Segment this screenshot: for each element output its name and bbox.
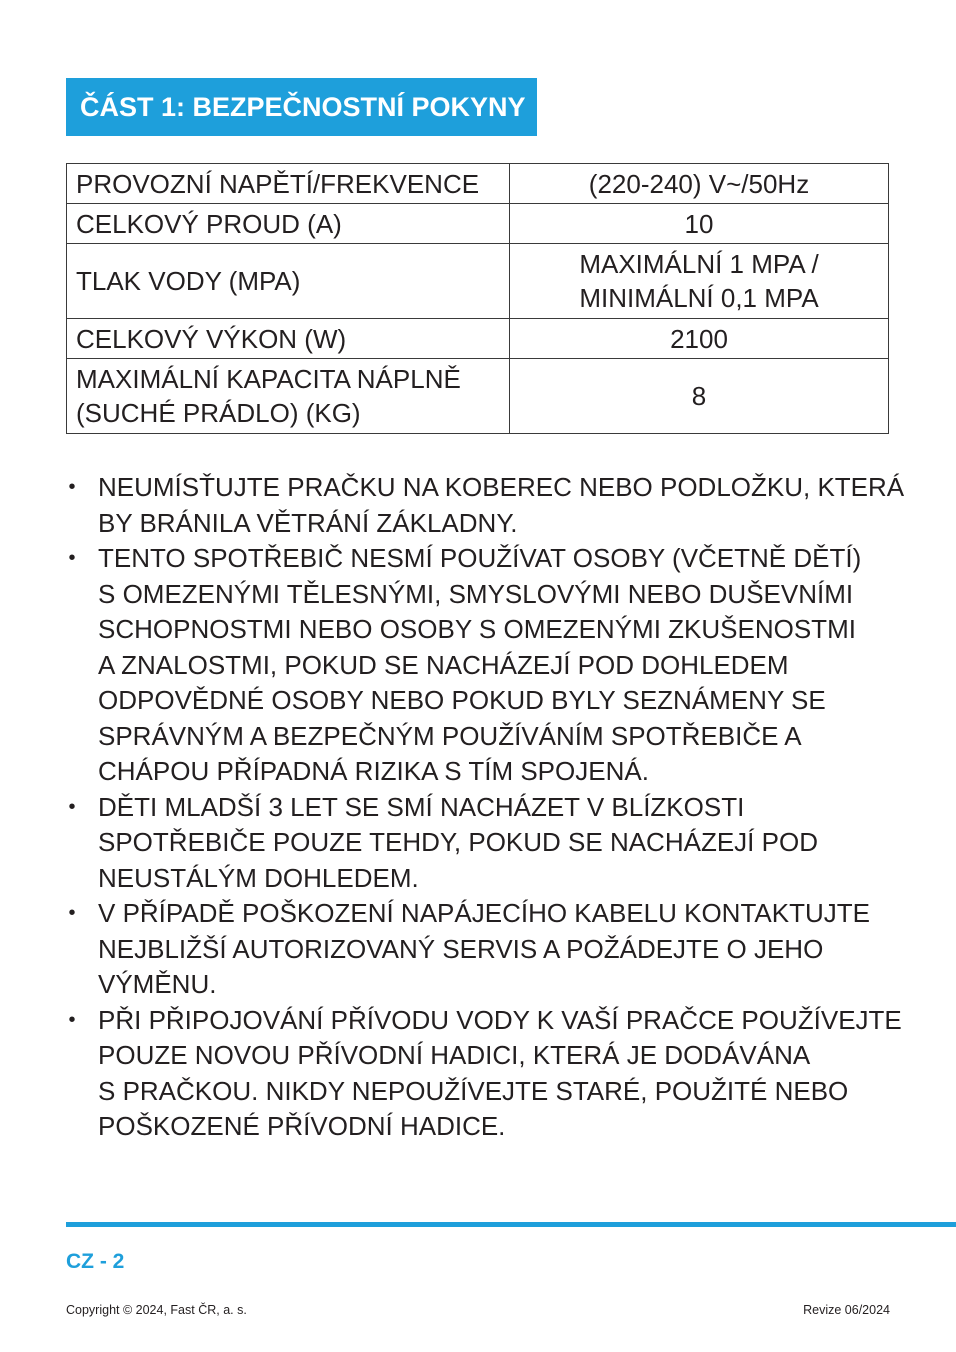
spec-label: CELKOVÝ PROUD (A) [67,204,510,244]
list-item-text: TENTO SPOTŘEBIČ NESMÍ POUŽÍVAT OSOBY (VČETNĚ DĚTÍ) S OMEZENÝMI TĚLESNÝMI, SMYSLOVÝMI NEBO DUŠEVNÍMI SCHOPNOSTMI NEBO OSOBY S OMEZENÝMI ZKUŠENOSTMI A ZNALOSTMI, POKUD SE NACHÁZEJÍ POD DOHLEDEM ODPOVĚDNÉ OSOBY NEBO POKUD BYLY SEZNÁMENY SE SPRÁVNÝM A BEZPEČNÝM POUŽÍVÁNÍM SPOTŘEBIČE A CHÁPOU PŘÍPADNÁ RIZIKA S TÍM SPOJENÁ. [98,543,862,786]
table-row [67,359,889,434]
list-item [66,541,906,790]
list-item [66,470,906,541]
spec-label: TLAK VODY (MPA) [67,244,510,319]
list-item [66,896,906,1003]
footer-divider [66,1222,956,1227]
list-item-text: NEUMÍSŤUJTE PRAČKU NA KOBEREC NEBO PODLOŽKU, KTERÁ BY BRÁNILA VĚTRÁNÍ ZÁKLADNY. [98,472,905,538]
spec-label: PROVOZNÍ NAPĚTÍ/FREKVENCE [67,164,510,204]
bullet-icon: • [68,902,76,924]
revision-text: Revize 06/2024 [803,1303,890,1317]
spec-label: MAXIMÁLNÍ KAPACITA NÁPLNĚ (SUCHÉ PRÁDLO) (KG) [67,359,510,434]
spec-value: 10 [510,204,889,244]
spec-value: MAXIMÁLNÍ 1 MPA / MINIMÁLNÍ 0,1 MPA [510,244,889,319]
table-row [67,204,889,244]
safety-instructions-list [66,470,906,1145]
section-title: ČÁST 1: BEZPEČNOSTNÍ POKYNY [66,78,537,136]
spec-value: (220-240) V~/50Hz [510,164,889,204]
page-number: CZ - 2 [66,1250,125,1273]
table-row [67,319,889,359]
spec-table [66,163,889,434]
bullet-icon: • [68,1008,76,1031]
list-item-text: V PŘÍPADĚ POŠKOZENÍ NAPÁJECÍHO KABELU KONTAKTUJTE NEJBLIŽŠÍ AUTORIZOVANÝ SERVIS A POŽÁDEJTE O JEHO VÝMĚNU. [98,898,870,999]
bullet-icon: • [68,795,76,818]
list-item-text: DĚTI MLADŠÍ 3 LET SE SMÍ NACHÁZET V BLÍZKOSTI SPOTŘEBIČE POUZE TEHDY, POKUD SE NACHÁZEJÍ POD NEUSTÁLÝM DOHLEDEM. [98,791,818,893]
spec-label: CELKOVÝ VÝKON (W) [67,319,510,359]
list-item [66,1003,906,1145]
copyright-text: Copyright © 2024, Fast ČR, a. s. [66,1303,247,1317]
bullet-icon: • [68,476,76,498]
spec-value: 8 [510,359,889,434]
table-row [67,244,889,319]
table-row [67,164,889,204]
spec-value: 2100 [510,319,889,359]
bullet-icon: • [68,547,76,569]
list-item [66,790,906,897]
list-item-text: PŘI PŘIPOJOVÁNÍ PŘÍVODU VODY K VAŠÍ PRAČCE POUŽÍVEJTE POUZE NOVOU PŘÍVODNÍ HADICI, KTERÁ JE DODÁVÁNA S PRAČKOU. NIKDY NEPOUŽÍVEJTE STARÉ, POUŽITÉ NEBO POŠKOZENÉ PŘÍVODNÍ HADICE. [98,1004,902,1141]
